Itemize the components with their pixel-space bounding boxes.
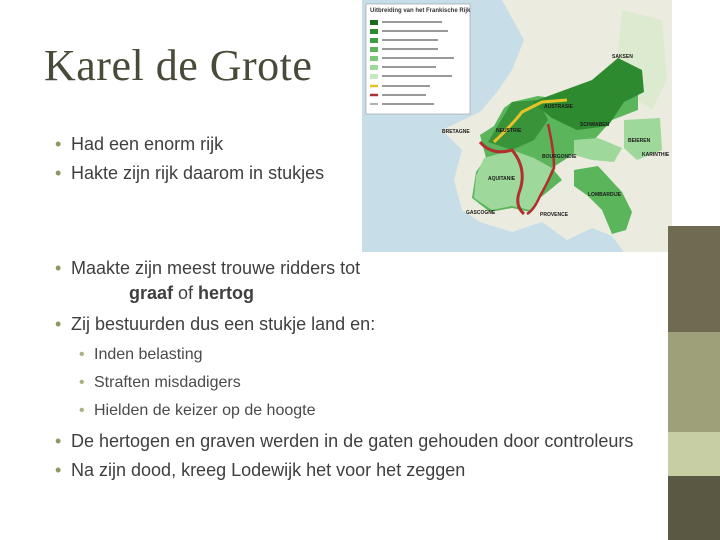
frankish-empire-map xyxy=(362,0,672,252)
bullet-controleurs: • De hertogen en graven werden in de gaten gehouden door controleurs xyxy=(55,429,655,454)
graaf-term: graaf xyxy=(129,283,174,303)
svg-text:NEUSTRIE: NEUSTRIE xyxy=(496,128,522,134)
svg-text:GASCOGNE: GASCOGNE xyxy=(466,210,496,216)
svg-text:BEIEREN: BEIEREN xyxy=(628,138,651,144)
top-bullet-list xyxy=(55,130,324,188)
bullet-enorm-rijk: • Had een enorm rijk xyxy=(55,130,324,159)
bullet-hakte-rijk: • Hakte zijn rijk daarom in stukjes xyxy=(55,159,324,188)
svg-text:PROVENCE: PROVENCE xyxy=(540,212,569,218)
main-bullet-list xyxy=(55,256,655,483)
decorative-sidebar xyxy=(668,226,720,540)
sub-bullet-keizer: • Hielden de keizer op de hoogte xyxy=(55,397,655,425)
svg-text:SAKSEN: SAKSEN xyxy=(612,54,633,60)
bullet-bestuurden: • Zij bestuurden dus een stukje land en: xyxy=(55,312,655,337)
svg-text:BRETAGNE: BRETAGNE xyxy=(442,129,470,135)
svg-text:Uitbreiding van het Frankische: Uitbreiding van het Frankische Rijk xyxy=(370,8,471,14)
graaf-hertog-line: graaf of hertog xyxy=(129,283,255,303)
sub-bullet-misdadigers: • Straften misdadigers xyxy=(55,369,655,397)
slide-title: Karel de Grote xyxy=(44,41,313,90)
svg-text:SCHWABEN: SCHWABEN xyxy=(580,122,610,128)
bullet-lodewijk: • Na zijn dood, kreeg Lodewijk het voor het zeggen xyxy=(55,458,655,483)
svg-text:KARINTHIE: KARINTHIE xyxy=(642,152,670,158)
sub-bullet-belasting: • Inden belasting xyxy=(55,341,655,369)
svg-text:AQUITANIE: AQUITANIE xyxy=(488,176,516,182)
svg-text:BOURGONDIE: BOURGONDIE xyxy=(542,154,577,160)
svg-text:AUSTRASIE: AUSTRASIE xyxy=(544,104,573,110)
bullet-ridders: • Maakte zijn meest trouwe ridders tot xyxy=(55,256,655,281)
hertog-term: hertog xyxy=(198,283,255,303)
svg-text:LOMBARDIJE: LOMBARDIJE xyxy=(588,192,622,198)
